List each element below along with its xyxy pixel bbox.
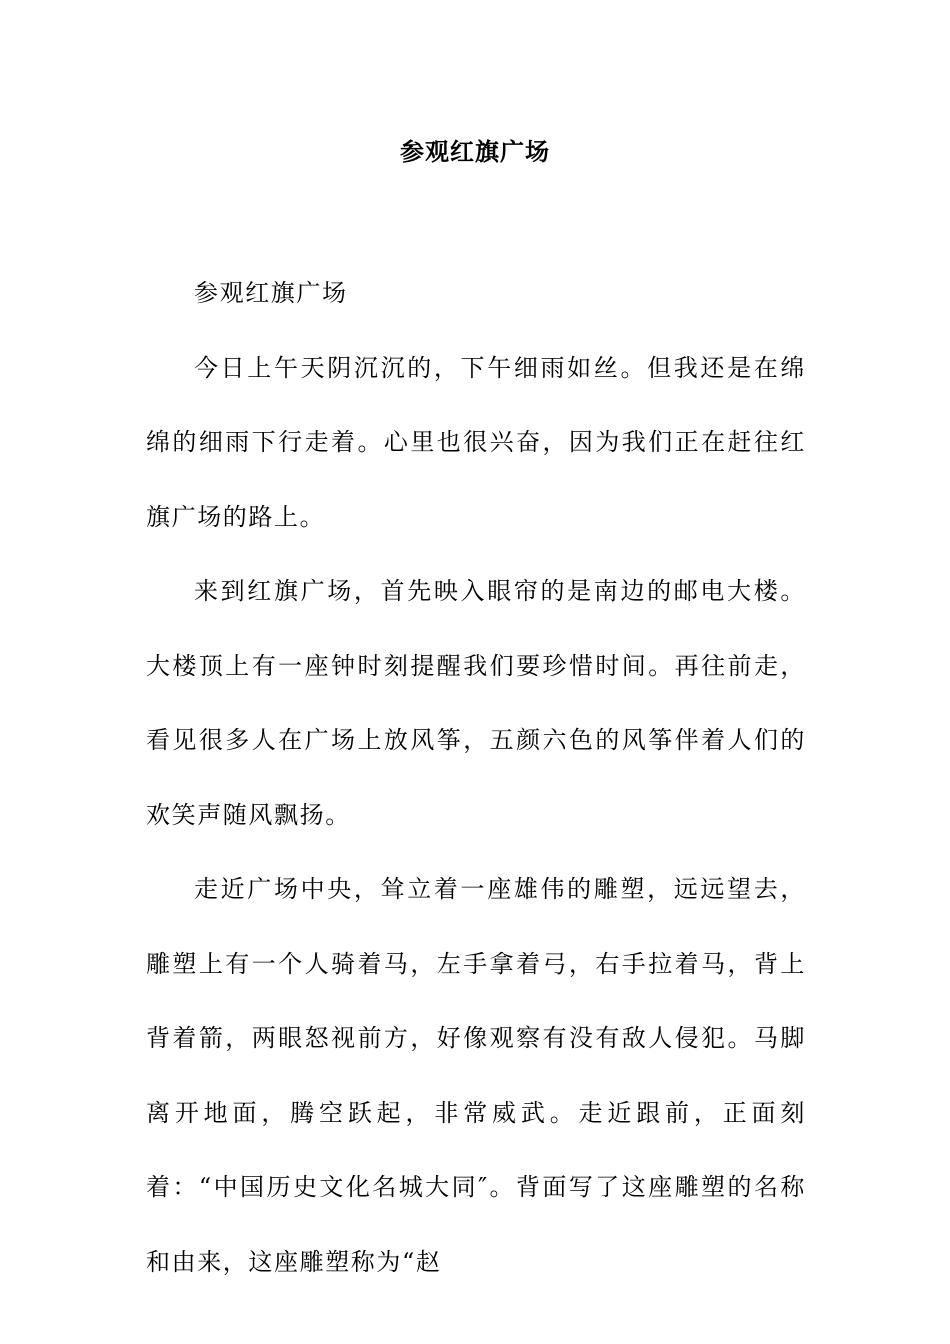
- paragraph: 来到红旗广场，首先映入眼帘的是南边的邮电大楼。大楼顶上有一座钟时刻提醒我们要珍惜时间。再往前走，看见很多人在广场上放风筝，五颜六色的风筝伴着人们的欢笑声随风飘扬。: [146, 577, 806, 829]
- document-body: [146, 256, 806, 1299]
- paragraph-subtitle: 参观红旗广场: [194, 279, 348, 307]
- paragraph: 走近广场中央，耸立着一座雄伟的雕塑，远远望去，雕塑上有一个人骑着马，左手拿着弓，右手拉着马，背上背着箭，两眼怒视前方，好像观察有没有敌人侵犯。马脚离开地面，腾空跃起，非常威武。走近跟前，正面刻着：“中国历史文化名城大同″。背面写了这座雕塑的名称和由来，这座雕塑称为“赵: [146, 875, 806, 1276]
- document-title: 参观红旗广场: [400, 137, 550, 166]
- paragraph: 今日上午天阴沉沉的，下午细雨如丝。但我还是在绵绵的细雨下行走着。心里也很兴奋，因为我们正在赶往红旗广场的路上。: [146, 353, 806, 531]
